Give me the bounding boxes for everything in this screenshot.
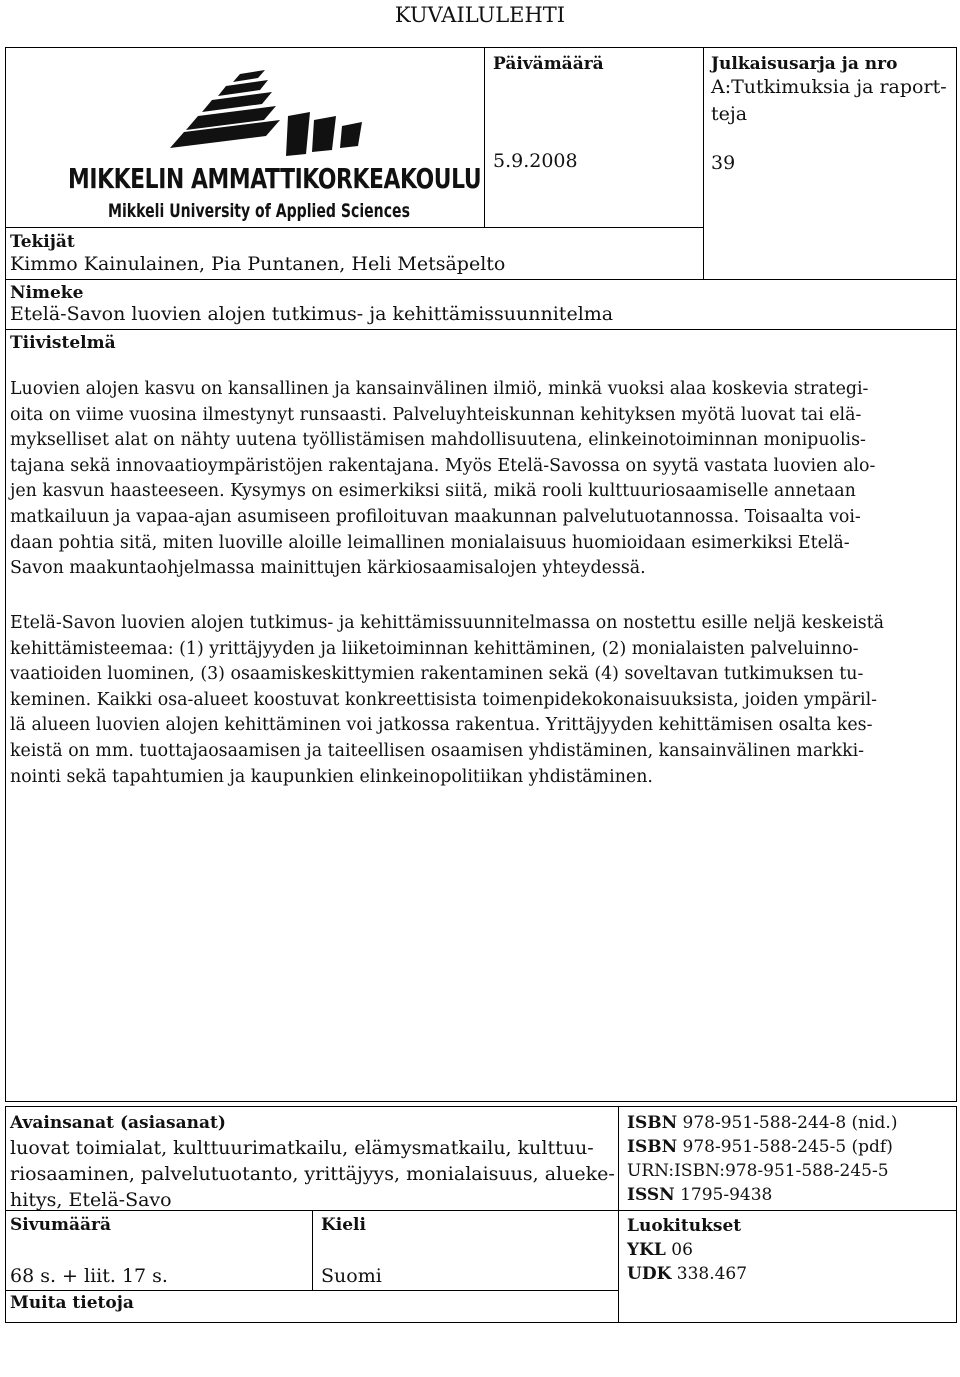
abstract-line: vaatioiden luominen, (3) osaamiskeskittymien rakentaminen sekä (4) soveltavan tutkimuksen tu-	[10, 664, 864, 685]
isbn-block	[627, 1111, 897, 1207]
name-value: Etelä-Savon luovien alojen tutkimus- ja kehittämissuunnitelma	[10, 303, 614, 325]
isbn-print: 978-951-588-244-8 (nid.)	[682, 1113, 898, 1133]
divider	[5, 227, 704, 228]
divider	[619, 1210, 957, 1211]
ykl-value: 06	[671, 1240, 693, 1260]
udk-label: UDK	[627, 1264, 672, 1284]
isbn-label: ISBN	[627, 1113, 678, 1133]
logo-name: MIKKELIN AMMATTIKORKEAKOULU	[68, 162, 482, 195]
issn-row	[627, 1183, 897, 1207]
abstract-line: matkailuun ja vapaa-ajan asumiseen profiloituvan maakunnan palvelutuotannossa. Toisaalta voi-	[10, 506, 861, 527]
keywords-line: riosaaminen, palvelutuotanto, yrittäjyys, monialaisuus, alueke-	[10, 1163, 615, 1185]
isbn-pdf: 978-951-588-245-5 (pdf)	[682, 1137, 893, 1157]
language-value: Suomi	[321, 1265, 382, 1287]
series-label: Julkaisusarja ja nro	[711, 54, 898, 74]
isbn-label: ISBN	[627, 1137, 678, 1157]
logo-mark-icon	[60, 70, 480, 160]
abstract-label: Tiivistelmä	[10, 333, 116, 353]
language-label: Kieli	[321, 1215, 366, 1235]
divider	[5, 329, 957, 330]
ykl-label: YKL	[627, 1240, 666, 1260]
abstract-line: Etelä-Savon luovien alojen tutkimus- ja kehittämissuunnitelmassa on nostettu esille neljä keskeistä	[10, 613, 885, 633]
isbn-row	[627, 1111, 897, 1135]
abstract-line: kehittämisteemaa: (1) yrittäjyyden ja liiketoiminnan kehittäminen, (2) monialaisten palveluinno-	[10, 638, 859, 659]
series-value-line1: A:Tutkimuksia ja raport-	[711, 76, 947, 98]
classification-block	[627, 1214, 747, 1286]
abstract-paragraph-2	[10, 611, 955, 790]
abstract-line: mykselliset alat on nähty uutena työllistämisen mahdollisuutena, elinkeinotoiminnan monipuolis-	[10, 430, 866, 451]
abstract-line: keminen. Kaikki osa-alueet koostuvat konkreettisista toimenpidekokonaisuuksista, joiden ympäril-	[10, 689, 878, 710]
abstract-line: nointi sekä tapahtumien ja kaupunkien elinkeinopolitiikan yhdistäminen.	[10, 766, 653, 787]
logo-subtitle: Mikkeli University of Applied Sciences	[108, 200, 410, 222]
name-label: Nimeke	[10, 283, 84, 303]
series-number: 39	[711, 152, 736, 174]
authors-value: Kimmo Kainulainen, Pia Puntanen, Heli Metsäpelto	[10, 253, 506, 275]
ykl-row	[627, 1238, 747, 1262]
abstract-paragraph-1	[10, 377, 955, 582]
divider	[5, 1290, 619, 1291]
divider	[484, 47, 485, 227]
keywords-line: luovat toimialat, kulttuurimatkailu, elämysmatkailu, kulttuu-	[10, 1137, 594, 1159]
page-title: KUVAILULEHTI	[394, 3, 566, 27]
abstract-line: keistä on mm. tuottajaosaamisen ja taiteellisen osaamisen yhdistäminen, kansainvälinen markki-	[10, 740, 865, 761]
urn: URN:ISBN:978-951-588-245-5	[627, 1161, 889, 1181]
abstract-line: tajana sekä innovaatioympäristöjen rakentajana. Myös Etelä-Savossa on syytä vastata luovien alo-	[10, 455, 876, 476]
abstract-line: oita on viime vuosina ilmestynyt runsaasti. Palveluyhteiskunnan kehityksen myötä luovat tai elä-	[10, 404, 862, 425]
date-label: Päivämäärä	[493, 54, 604, 74]
pages-value: 68 s. + liit. 17 s.	[10, 1265, 168, 1287]
abstract-line: Savon maakuntaohjelmassa mainittujen kärkiosaamisalojen yhteydessä.	[10, 558, 646, 579]
divider	[312, 1210, 313, 1291]
divider	[703, 47, 704, 279]
pages-label: Sivumäärä	[10, 1215, 111, 1235]
classification-label: Luokitukset	[627, 1216, 742, 1236]
udk-row	[627, 1262, 747, 1286]
logo	[60, 70, 480, 225]
abstract-line: daan pohtia sitä, miten luoville aloille leimallinen monialaisuus huomioidaan esimerkiksi Etelä-	[10, 532, 850, 553]
other-label: Muita tietoja	[10, 1293, 134, 1313]
issn-label: ISSN	[627, 1185, 675, 1205]
keywords-value	[10, 1135, 615, 1213]
abstract-line: jen kasvun haasteeseen. Kysymys on esimerkiksi siitä, mikä rooli kulttuuriosaamiselle annetaan	[10, 481, 856, 502]
keywords-line: hitys, Etelä-Savo	[10, 1189, 172, 1211]
authors-label: Tekijät	[10, 232, 75, 252]
series-value-line2: teja	[711, 103, 748, 125]
date-value: 5.9.2008	[493, 150, 578, 172]
isbn-row	[627, 1135, 897, 1159]
abstract-line: Luovien alojen kasvu on kansallinen ja kansainvälinen ilmiö, minkä vuoksi alaa koskevia strategi-	[10, 379, 869, 399]
udk-value: 338.467	[676, 1264, 748, 1284]
keywords-label: Avainsanat (asiasanat)	[10, 1113, 226, 1133]
issn: 1795-9438	[680, 1185, 773, 1205]
divider	[5, 279, 957, 280]
abstract-line: lä alueen luovien alojen kehittäminen voi jatkossa rakentua. Yrittäjyyden kehittämisen osalta kes-	[10, 715, 873, 736]
